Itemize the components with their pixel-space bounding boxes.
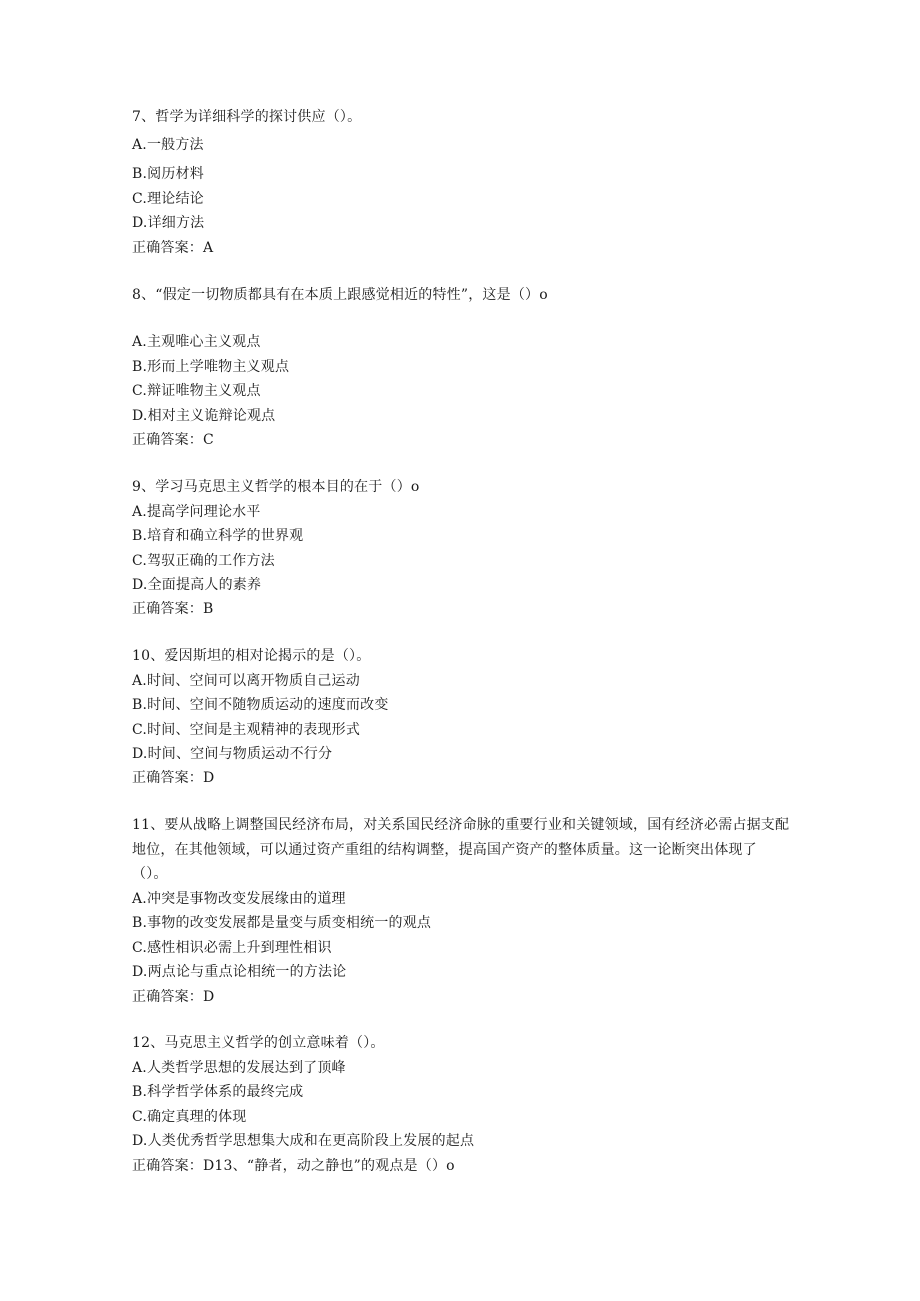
question-12-option-b: B.科学哲学体系的最终完成 [132,1084,304,1100]
question-10-option-d: D.时间、空间与物质运动不行分 [132,746,333,762]
question-12-option-a: A.人类哲学思想的发展达到了顶峰 [132,1060,346,1076]
question-10-option-c: C.时间、空间是主观精神的表现形式 [132,722,361,738]
question-11-stem: 11、要从战略上调整国民经济布局，对关系国民经济命脉的重要行业和关键领域，国有经济必需占据支配地位，在其他领域，可以通过资产重组的结构调整，提高国产资产的整体质量。这一论断突出体现了（）。 [132,817,790,882]
question-9-option-b: B.培育和确立科学的世界观 [132,528,304,544]
question-11-option-d: D.两点论与重点论相统一的方法论 [132,964,347,980]
question-9-option-d: D.全面提高人的素养 [132,577,262,593]
question-8-option-d: D.相对主义诡辩论观点 [132,408,276,424]
question-7-option-b: B.阅历材料 [132,166,204,182]
question-9-answer: 正确答案：B [132,601,214,617]
question-8-option-a: A.主观唯心主义观点 [132,334,261,350]
question-9-stem: 9、学习马克思主义哲学的根本目的在于（）o [132,479,420,495]
question-10-option-a: A.时间、空间可以离开物质自己运动 [132,673,360,689]
question-11-answer: 正确答案：D [132,989,215,1005]
question-10-stem: 10、爱因斯坦的相对论揭示的是（）。 [132,648,371,664]
question-9-option-c: C.驾驭正确的工作方法 [132,553,275,569]
question-11-option-b: B.事物的改变发展都是量变与质变相统一的观点 [132,915,432,931]
question-12-stem: 12、马克思主义哲学的创立意味着（）。 [132,1035,385,1051]
question-12-option-d: D.人类优秀哲学思想集大成和在更高阶段上发展的起点 [132,1133,475,1149]
question-10-answer: 正确答案：D [132,770,215,786]
question-7-answer: 正确答案：A [132,240,214,256]
question-8-option-c: C.辩证唯物主义观点 [132,383,261,399]
question-8-answer: 正确答案：C [132,432,214,448]
question-7-option-d: D.详细方法 [132,215,205,231]
question-9-option-a: A.提高学问理论水平 [132,504,261,520]
question-11-option-c: C.感性相识必需上升到理性相识 [132,940,332,956]
question-8-option-b: B.形而上学唯物主义观点 [132,359,290,375]
question-11-option-a: A.冲突是事物改变发展缘由的道理 [132,891,346,907]
question-7-option-c: C.理论结论 [132,191,204,207]
question-8-stem: 8、“假定一切物质都具有在本质上跟感觉相近的特性”，这是（）o [132,287,548,303]
question-12-answer: 正确答案：D13、“静者，动之静也”的观点是（）o [132,1158,455,1174]
question-7-option-a: A.一般方法 [132,137,204,153]
question-12-option-c: C.确定真理的体现 [132,1109,247,1125]
question-10-option-b: B.时间、空间不随物质运动的速度而改变 [132,697,389,713]
question-7-stem: 7、哲学为详细科学的探讨供应（）。 [132,109,362,125]
